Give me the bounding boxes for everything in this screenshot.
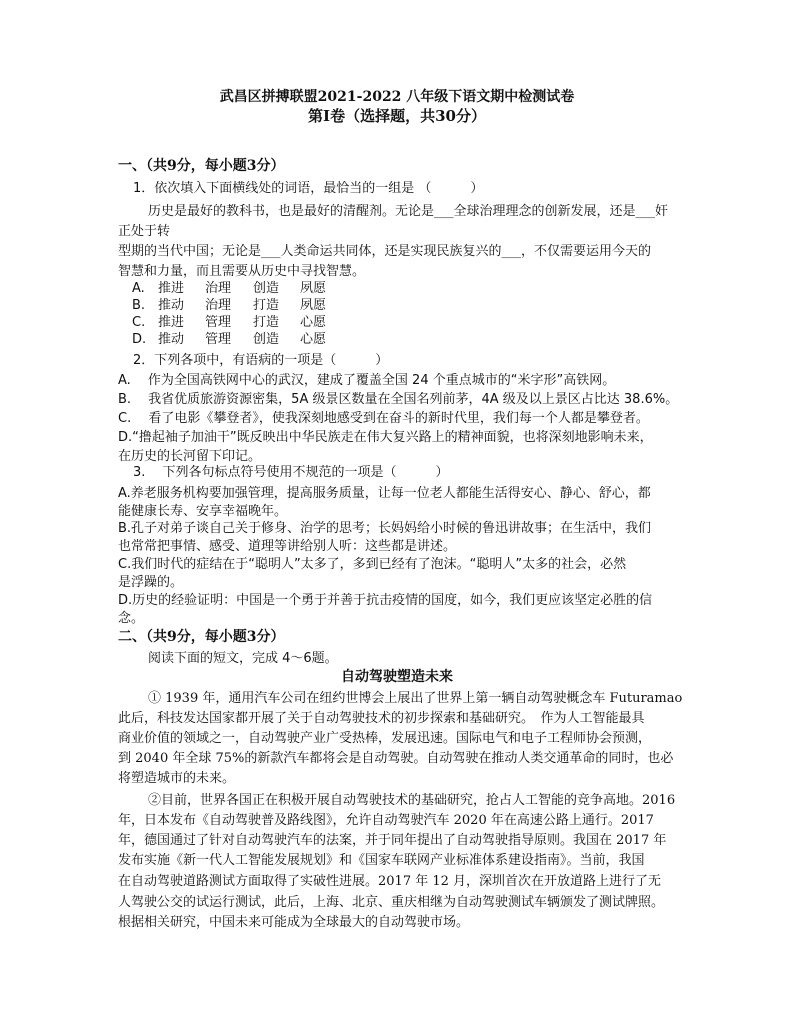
article-para2-line: 发布实施《新一代人工智能发展规划》和《国家车联网产业标准体系建设指南》。当前，我国 bbox=[118, 853, 645, 868]
q2-option-b: B. 我省优质旅游资源密集，5A 级景区数量在全国名列前茅，4A 级及以上景区占比达 38.6%。 bbox=[118, 392, 679, 407]
article-para1-line: 到 2040 年全球 75%的新款汽车都将会是自动驾驶。自动驾驶在推动人类交通革命的同时，也必 bbox=[118, 751, 674, 766]
q3-stem: 3. 下列各句标点符号使用不规范的一项是（ ） bbox=[133, 465, 449, 480]
paper-subtitle: 第Ⅰ卷（选择题，共30分） bbox=[308, 107, 486, 125]
section1-heading: 一、（共9分，每小题3分） bbox=[118, 158, 285, 174]
article-para2-line: 年，日本发布《自动驾驶普及路线图》，允许自动驾驶汽车 2020 年在高速公路上通行。2017 bbox=[118, 813, 654, 828]
exam-title: 武昌区拼搏联盟2021-2022 八年级下语文期中检测试卷 bbox=[219, 89, 575, 105]
article-para1-line: 商业价值的领域之一，自动驾驶产业广受热棒，发展迅速。国际电气和电子工程师协会预测， bbox=[118, 731, 652, 746]
q3-option-a: A.养老服务机构要加强管理，提高服务质量，让每一位老人都能生活得安心、静心、舒心，都 bbox=[118, 486, 651, 501]
article-para1-line: 将塑造城市的未来。 bbox=[118, 771, 236, 786]
q3-option-a-cont: 能健康长寿、安享幸福晚年。 bbox=[118, 504, 288, 519]
article-para2-line: 在自动驾驶道路测试方面取得了实破性进展。2017 年 12 月，深圳首次在开放道路上进行了无 bbox=[118, 874, 662, 889]
q2-option-d: D.“撸起袖子加油干”既反映出中华民族走在伟大复兴路上的精神面貌，也将深刻地影响未来， bbox=[118, 430, 653, 445]
q2-stem: 2．下列各项中，有语病的一项是（ ） bbox=[133, 353, 389, 368]
article-para2-line: 年，德国通过了针对自动驾驶汽车的法案，并于同年提出了自动驾驶指导原则。我国在 2017 年 bbox=[118, 833, 667, 848]
section2-heading: 二、（共9分，每小题3分） bbox=[118, 629, 285, 645]
q2-option-c: C. 看了电影《攀登者》，使我深刻地感受到在奋斗的新时代里，我们每一个人都是攀登者。 bbox=[118, 411, 649, 426]
article-para2-line: ②目前，世界各国正在积极开展自动驾驶技术的基础研究，抢占人工智能的竞争高地。2016 bbox=[148, 793, 676, 808]
article-para2-line: 根据相关研究，中国未来可能成为全球最大的自动驾驶市场。 bbox=[118, 915, 470, 930]
q3-option-b-cont: 也常常把事情、感受、道理等讲给别人听：这些都是讲述。 bbox=[118, 539, 457, 554]
exam-page: 武昌区拼搏联盟2021-2022 八年级下语文期中检测试卷 第Ⅰ卷（选择题，共30分） 一、（共9分，每小题3分） 1．依次填入下面横线处的词语，最恰当的一组是 （ ） 历史是最好的教科书，也是最好的清醒剂。无论是___全球治理理念的创新发展，还是___奸 正处于转 型期的当代中国；无论是___人类命运共同体，还是实现民族复兴的___，不仅需要运用今天的 智慧和力量，而且需要从历史中寻找智慧。 A. 推进 治理 创造 夙愿 B. 推动 治理 打造 夙愿 C. 推进 管理 打造 心愿 D. 推动 管理 创造 心愿 2．下列各项中，有语病的一项是（ ） A. 作为全国高铁网中心的武汉，建成了覆盖全国 24 个重点城市的“米字形”高铁网。 B. 我省优质旅游资源密集，5A 级景区数量在全国名列前茅，4A 级及以上景区占比达 38.6%。 C. 看了电影《攀登者》，使我深刻地感受到在奋斗的新时代里，我们每一个人都是攀登者。 D.“撸起袖子加油干”既反映出中华民族走在伟大复兴路上的精神面貌，也将深刻地影响未来， 在历史的长河留下印记。 3. 下列各句标点符号使用不规范的一项是（ ） A.养老服务机构要加强管理，提高服务质量，让每一位老人都能生活得安心、静心、舒心，都 能健康长寿、安享幸福晚年。 B.孔子对弟子谈自己关于修身、治学的思考；长妈妈给小时候的鲁迅讲故事；在生活中，我们 也常常把事情、感受、道理等讲给别人听：这些都是讲述。 C.我们时代的症结在于“聪明人”太多了，多到已经有了泡沫。“聪明人”太多的社会，必然 是浮躁的。 D.历史的经验证明：中国是一个勇于并善于抗击疫情的国度，如今，我们更应该坚定必胜的信 念。 二、（共9分，每小题3分） 阅读下面的短文，完成 4～6题。 自动驾驶塑造未来 ① 1939 年，通用汽车公司在纽约世博会上展出了世界上第一辆自动驾驶概念车 Futuramao 此后，科技发达国家都开展了关于自动驾驶技术的初步探索和基础研究。 作为人工智能最具 商业价值的领域之一，自动驾驶产业广受热棒，发展迅速。国际电气和电子工程师协会预测， 到 2040 年全球 75%的新款汽车都将会是自动驾驶。自动驾驶在推动人类交通革命的同时，也必 将塑造城市的未来。 ②目前，世界各国正在积极开展自动驾驶技术的基础研究，抢占人工智能的竞争高地。2016 年，日本发布《自动驾驶普及路线图》，允许自动驾驶汽车 2020 年在高速公路上通行。2017 年，德国通过了针对自动驾驶汽车的法案，并于同年提出了自动驾驶指导原则。我国在 2017 年 发布实施《新一代人工智能发展规划》和《国家车联网产业标准体系建设指南》。当前，我国 在自动驾驶道路测试方面取得了实破性进展。2017 年 12 月，深圳首次在开放道路上进行了无 人驾驶公交的试运行测试，此后，上海、北京、重庆相继为自动驾驶测试车辆颁发了测试牌照。 根据相关研究，中国未来可能成为全球最大的自动驾驶市场。 bbox=[0, 0, 794, 1028]
q3-option-c-cont: 是浮躁的。 bbox=[118, 575, 184, 590]
q1-passage-line: 历史是最好的教科书，也是最好的清醒剂。无论是___全球治理理念的创新发展，还是___奸 bbox=[148, 204, 669, 219]
q1-passage-line: 正处于转 bbox=[118, 224, 171, 239]
q3-option-b: B.孔子对弟子谈自己关于修身、治学的思考；长妈妈给小时候的鲁迅讲故事；在生活中，我们 bbox=[118, 521, 652, 536]
q2-option-a: A. 作为全国高铁网中心的武汉，建成了覆盖全国 24 个重点城市的“米字形”高铁网。 bbox=[118, 373, 616, 388]
q1-passage-line: 型期的当代中国；无论是___人类命运共同体，还是实现民族复兴的___，不仅需要运用今天的 bbox=[118, 244, 652, 259]
q1-passage-line: 智慧和力量，而且需要从历史中寻找智慧。 bbox=[118, 264, 366, 279]
article-para2-line: 人驾驶公交的试运行测试，此后，上海、北京、重庆相继为自动驾驶测试车辆颁发了测试牌照。 bbox=[118, 895, 665, 910]
article-title: 自动驾驶塑造未来 bbox=[341, 669, 453, 685]
q2-option-d-cont: 在历史的长河留下印记。 bbox=[118, 449, 262, 464]
article-para1-line: 此后，科技发达国家都开展了关于自动驾驶技术的初步探索和基础研究。 作为人工智能最具 bbox=[118, 711, 645, 726]
article-para1-line: ① 1939 年，通用汽车公司在纽约世博会上展出了世界上第一辆自动驾驶概念车 Futuramao bbox=[148, 691, 683, 706]
q3-option-c: C.我们时代的症结在于“聪明人”太多了，多到已经有了泡沫。“聪明人”太多的社会，必然 bbox=[118, 557, 627, 572]
section2-instruction: 阅读下面的短文，完成 4～6题。 bbox=[148, 651, 338, 666]
q3-option-d: D.历史的经验证明：中国是一个勇于并善于抗击疫情的国度，如今，我们更应该坚定必胜的信 bbox=[118, 593, 653, 608]
q3-option-d-cont: 念。 bbox=[118, 611, 145, 626]
q1-stem: 1．依次填入下面横线处的词语，最恰当的一组是 （ ） bbox=[133, 181, 484, 196]
